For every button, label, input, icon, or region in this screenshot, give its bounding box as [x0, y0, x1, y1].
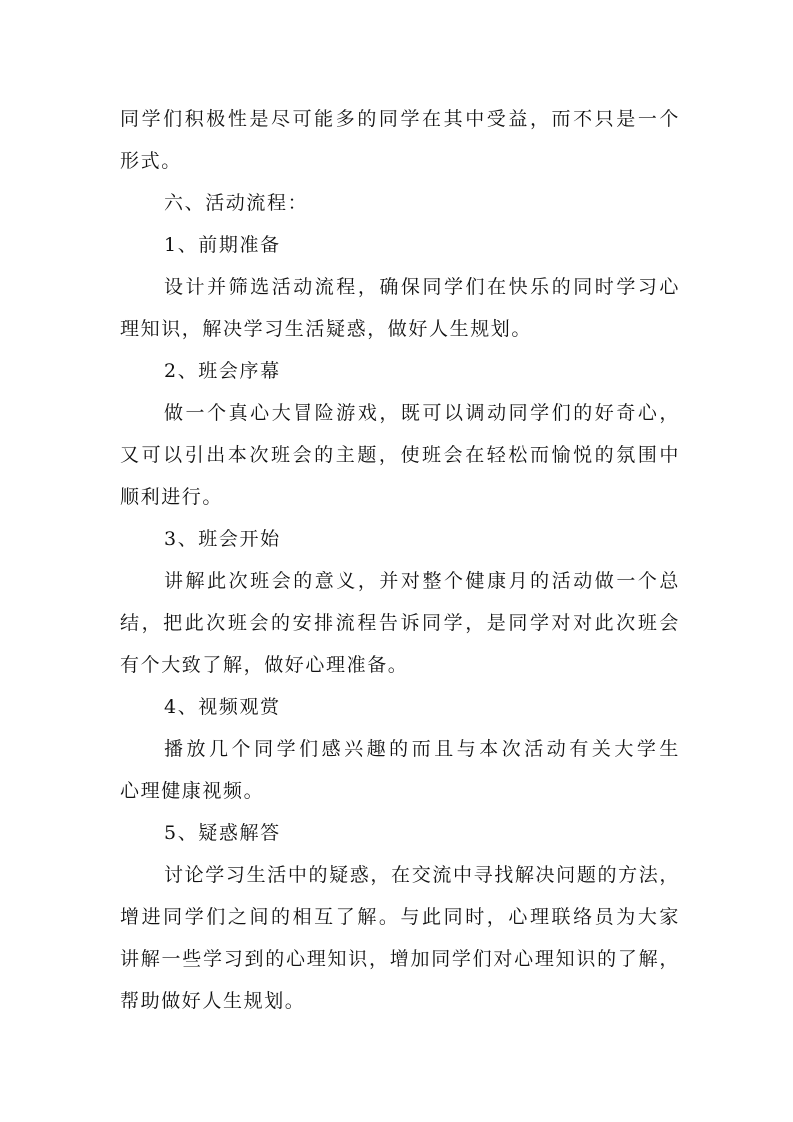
step-heading: 1、前期准备 [164, 234, 281, 256]
paragraph-line: 又可以引出本次班会的主题，使班会在轻松而愉悦的氛围中 [120, 444, 680, 466]
step-heading: 3、班会开始 [164, 528, 281, 550]
section-heading: 六、活动流程： [164, 192, 309, 214]
paragraph-line: 顺利进行。 [120, 486, 224, 508]
paragraph-line: 讲解一些学习到的心理知识，增加同学们对心理知识的了解， [120, 948, 680, 970]
paragraph-line: 讨论学习生活中的疑惑，在交流中寻找解决问题的方法， [164, 864, 680, 886]
paragraph-line: 理知识，解决学习生活疑惑，做好人生规划。 [120, 318, 533, 340]
paragraph-line: 增进同学们之间的相互了解。与此同时，心理联络员为大家 [120, 906, 680, 928]
paragraph-line: 讲解此次班会的意义，并对整个健康月的活动做一个总 [164, 570, 680, 592]
paragraph-line: 播放几个同学们感兴趣的而且与本次活动有关大学生 [164, 738, 680, 760]
document-body [120, 98, 680, 1022]
paragraph-line: 结，把此次班会的安排流程告诉同学，是同学对对此次班会 [120, 612, 680, 634]
paragraph-line: 设计并筛选活动流程，确保同学们在快乐的同时学习心 [164, 276, 680, 298]
paragraph-line: 帮助做好人生规划。 [120, 990, 306, 1012]
step-heading: 5、疑惑解答 [164, 822, 281, 844]
paragraph-line: 形式。 [120, 150, 182, 172]
paragraph-line: 做一个真心大冒险游戏，既可以调动同学们的好奇心， [164, 402, 680, 424]
step-heading: 4、视频观赏 [164, 696, 281, 718]
paragraph-line: 同学们积极性是尽可能多的同学在其中受益，而不只是一个 [120, 108, 680, 130]
step-heading: 2、班会序幕 [164, 360, 281, 382]
paragraph-line: 有个大致了解，做好心理准备。 [120, 654, 409, 676]
paragraph-line: 心理健康视频。 [120, 780, 265, 802]
